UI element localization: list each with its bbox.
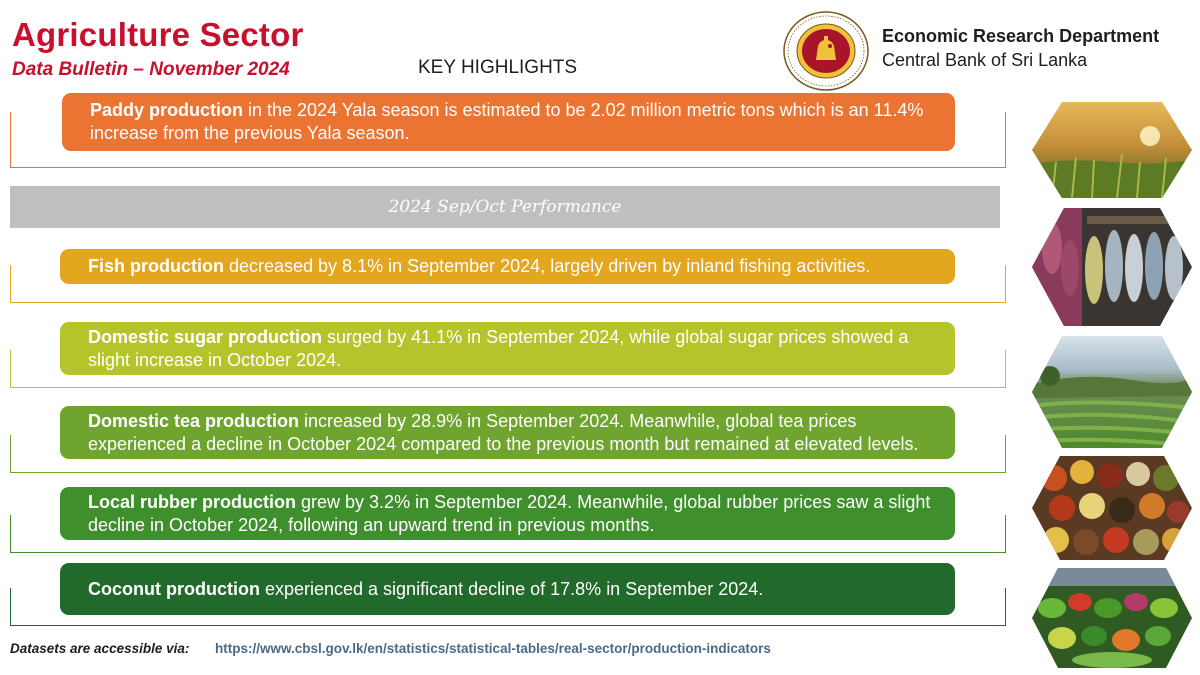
highlight-bold: Domestic tea production	[88, 410, 300, 431]
highlight-bold: Coconut production	[88, 578, 260, 599]
highlight-bold: Domestic sugar production	[88, 326, 323, 347]
sugar-highlight	[60, 322, 955, 375]
rubber-highlight	[60, 487, 955, 540]
performance-band	[10, 186, 1000, 228]
highlight-text: experienced a significant decline of 17.8% in September 2024.	[259, 578, 764, 599]
fish-highlight	[60, 249, 955, 284]
paddy-field-photo-icon	[1032, 102, 1192, 198]
page-subtitle: Data Bulletin – November 2024	[12, 59, 290, 80]
fish-photo-icon	[1032, 208, 1192, 326]
highlight-bold: Fish production	[88, 256, 224, 276]
highlight-text: in the 2024 Yala season is estimated to be 2.02 million metric tons which is an 11.4% increase from the previous Yala season.	[90, 100, 924, 143]
department-name: Economic Research Department	[882, 26, 1160, 46]
tea-highlight	[60, 406, 955, 459]
vegetables-photo-icon	[1032, 568, 1192, 668]
key-highlights-heading: KEY HIGHLIGHTS	[418, 57, 578, 78]
tea-plantation-photo-icon	[1032, 336, 1192, 448]
highlight-text: increased by 28.9% in September 2024. Meanwhile, global tea prices experienced a decline in October 2024 compared to the previous month but remained at elevated levels.	[88, 410, 919, 454]
performance-band-label: 2024 Sep/Oct Performance	[388, 197, 622, 217]
page-title: Agriculture Sector	[12, 16, 304, 53]
highlight-text: grew by 3.2% in September 2024. Meanwhile, global rubber prices saw a slight decline in October 2024, following an upward trend in previous months.	[88, 491, 931, 535]
highlight-text: decreased by 8.1% in September 2024, largely driven by inland fishing activities.	[223, 256, 871, 276]
highlight-text: surged by 41.1% in September 2024, while global sugar prices showed a slight increase in October 2024.	[88, 326, 909, 370]
datasets-label: Datasets are accessible via:	[10, 641, 190, 656]
spices-photo-icon	[1032, 456, 1192, 560]
bank-name: Central Bank of Sri Lanka	[882, 50, 1088, 70]
central-bank-seal-icon	[782, 10, 870, 92]
highlight-bold: Local rubber production	[88, 491, 297, 512]
coconut-highlight	[60, 563, 955, 615]
datasets-link[interactable]: https://www.cbsl.gov.lk/en/statistics/statistical-tables/real-sector/production-indicators	[215, 641, 771, 656]
highlight-bold: Paddy production	[90, 100, 243, 120]
paddy-highlight	[62, 93, 955, 151]
